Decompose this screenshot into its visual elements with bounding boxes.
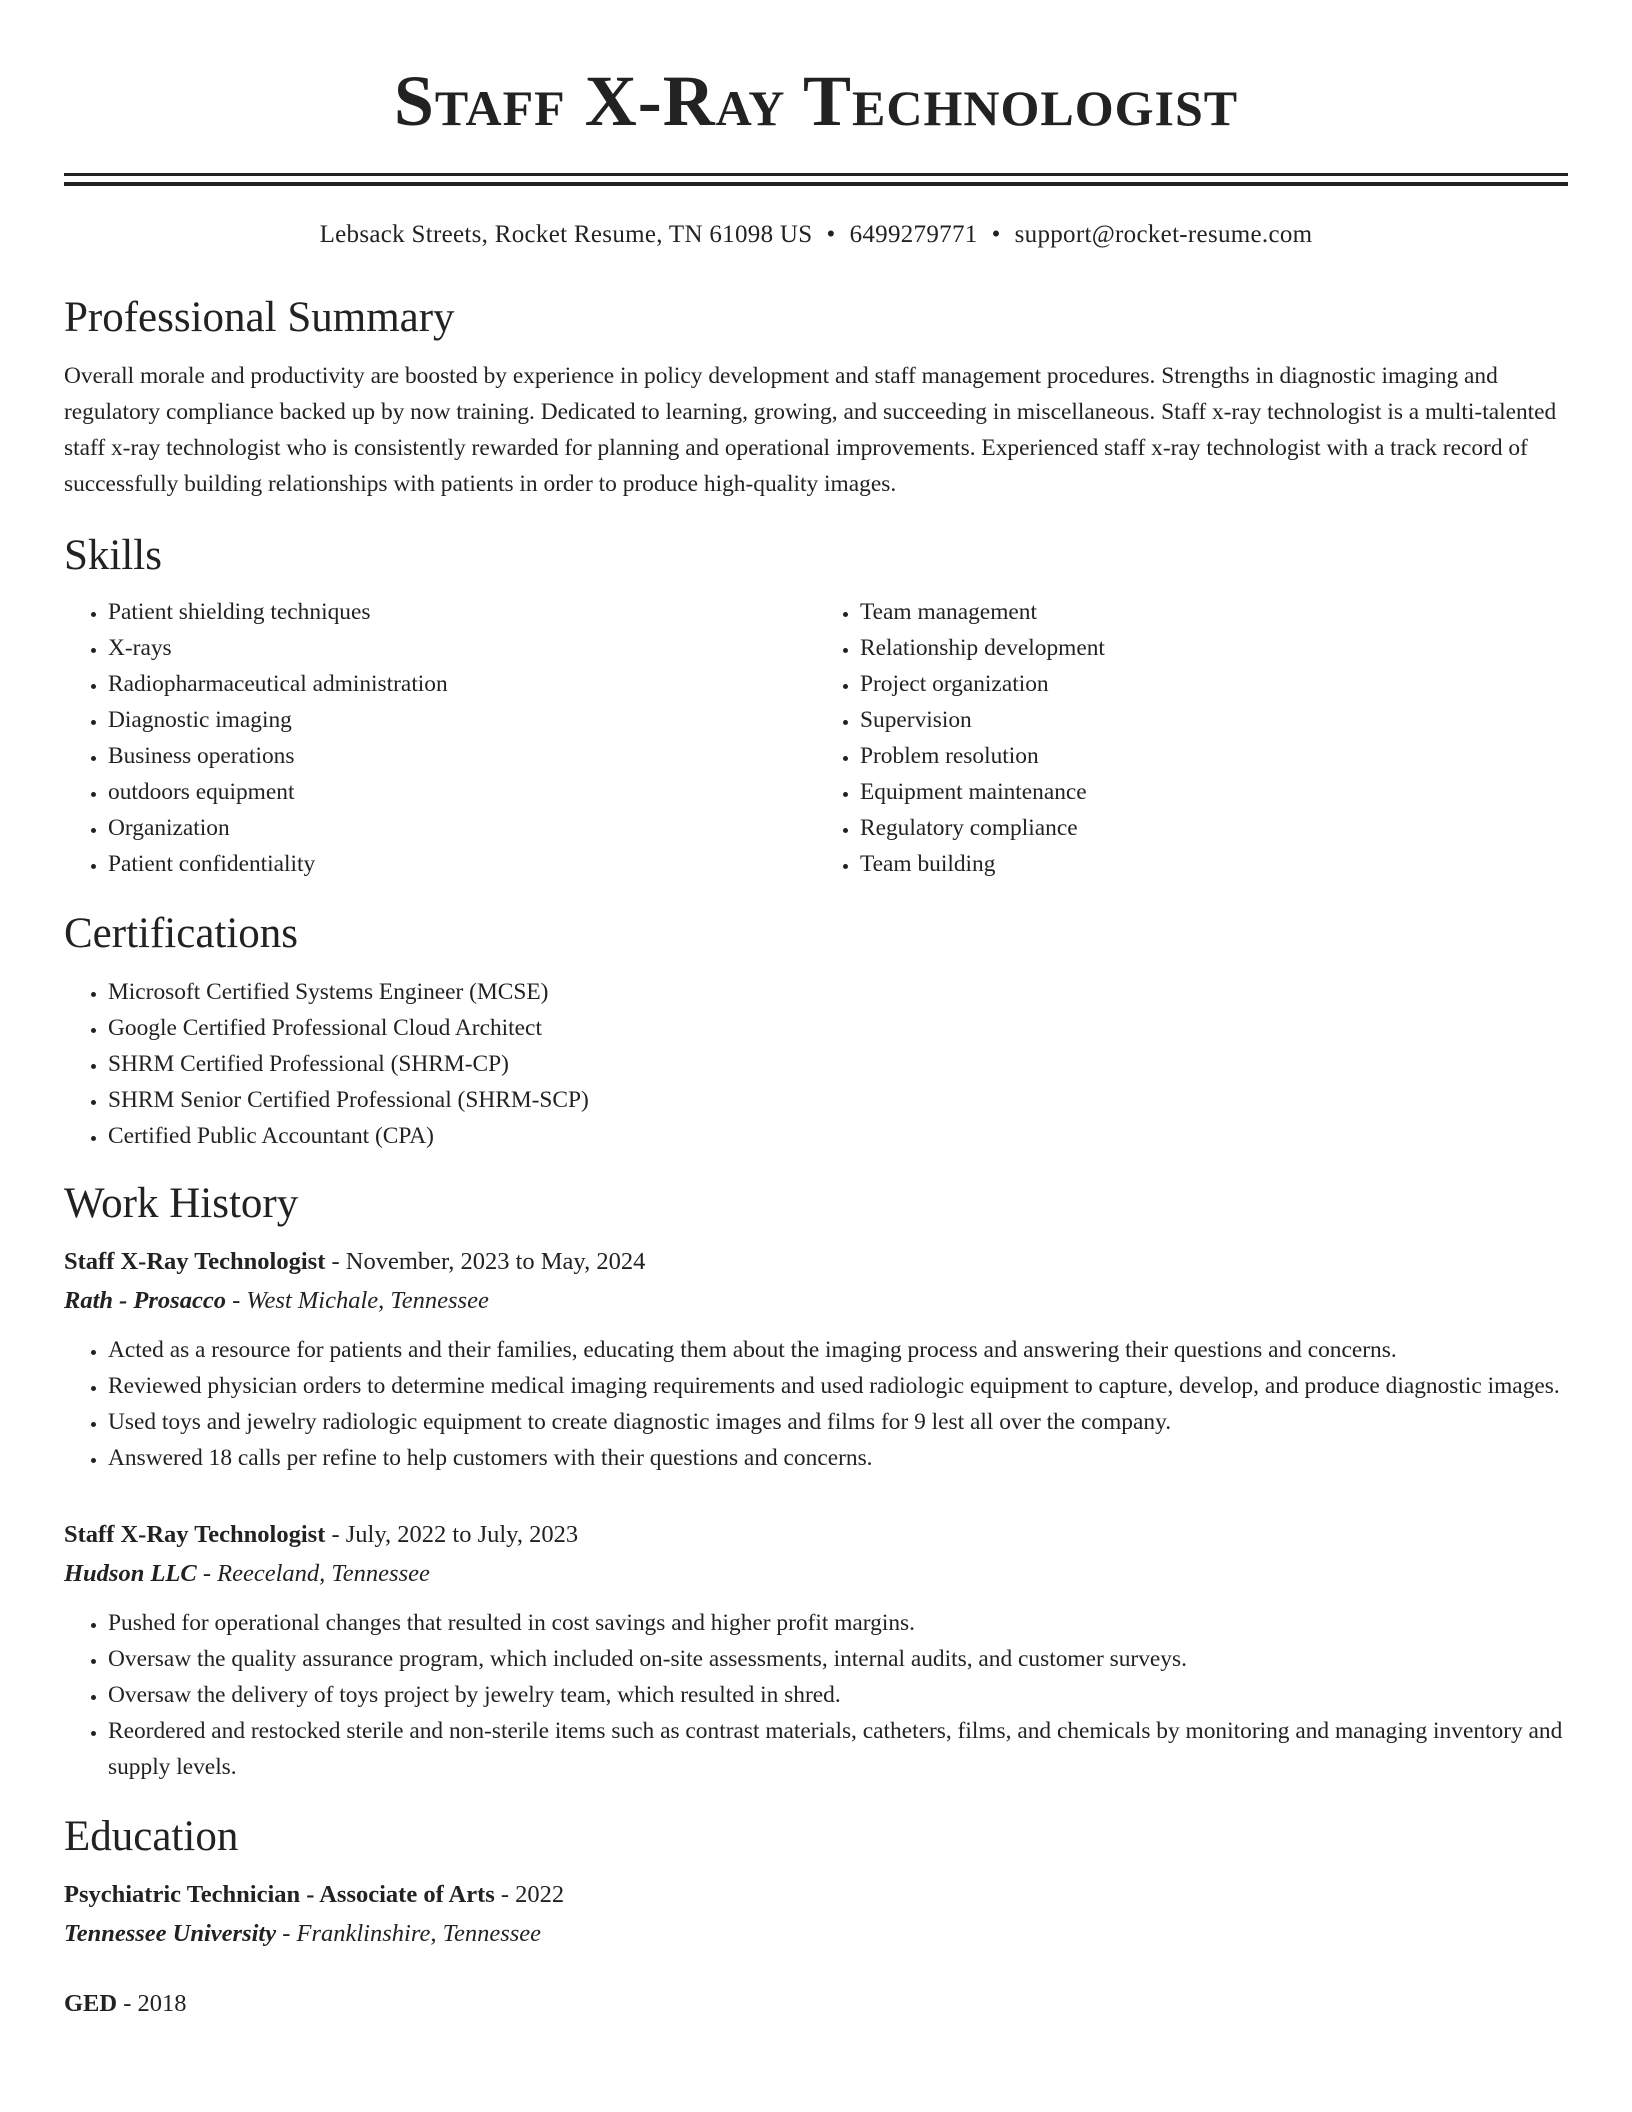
job-header — [64, 1242, 1568, 1281]
education-entry — [64, 1984, 1568, 2023]
certification-item: • SHRM Certified Professional (SHRM-CP) — [108, 1046, 1568, 1082]
contact-separator: • — [826, 221, 836, 248]
skill-item: • Team building — [860, 846, 1568, 882]
job-location: - Reeceland, Tennessee — [196, 1560, 430, 1587]
job-company: Rath - Prosacco — [64, 1287, 226, 1314]
header-rule-top — [64, 173, 1568, 176]
education-header — [64, 1984, 1568, 2023]
job-dates: - November, 2023 to May, 2024 — [325, 1248, 646, 1275]
skill-item: • Business operations — [108, 738, 816, 774]
education-school: Tennessee University — [64, 1920, 277, 1947]
education-degree: GED — [64, 1990, 118, 2017]
job-position: Staff X-Ray Technologist — [64, 1521, 326, 1548]
summary-heading: Professional Summary — [64, 294, 455, 341]
contact-address: Lebsack Streets, Rocket Resume, TN 61098 US — [319, 221, 813, 248]
job-location: - West Michale, Tennessee — [225, 1287, 489, 1314]
certification-item: • Google Certified Professional Cloud Architect — [108, 1010, 1568, 1046]
certification-item: • Microsoft Certified Systems Engineer (MCSE) — [108, 974, 1568, 1010]
skill-item: • Relationship development — [860, 630, 1568, 666]
contact-phone: 6499279771 — [849, 221, 978, 248]
work-history-heading: Work History — [64, 1180, 299, 1227]
education-location: - Franklinshire, Tennessee — [276, 1920, 542, 1947]
job-entry — [64, 1515, 1568, 1785]
resume-name: Staff X-Ray Technologist — [393, 61, 1239, 141]
job-bullets — [64, 1332, 1568, 1476]
skill-item: • Project organization — [860, 666, 1568, 702]
skill-item: • Radiopharmaceutical administration — [108, 666, 816, 702]
job-bullet: • Answered 18 calls per refine to help customers with their questions and concerns. — [108, 1440, 1568, 1476]
contact-email: support@rocket-resume.com — [1014, 221, 1313, 248]
skill-item: • outdoors equipment — [108, 774, 816, 810]
job-entry — [64, 1242, 1568, 1476]
skills-list-left — [64, 594, 816, 882]
education-entry — [64, 1875, 1568, 1953]
job-bullet: • Oversaw the delivery of toys project by jewelry team, which resulted in shred. — [108, 1677, 1568, 1713]
job-bullet: • Pushed for operational changes that resulted in cost savings and higher profit margins. — [108, 1605, 1568, 1641]
job-bullet: • Reviewed physician orders to determine medical imaging requirements and used radiologic equipment to capture, develop, and produce diagnostic images. — [108, 1368, 1568, 1404]
contact-line — [64, 220, 1568, 250]
education-degree: Psychiatric Technician - Associate of Arts — [64, 1881, 495, 1908]
certifications-heading: Certifications — [64, 910, 299, 957]
job-company-line — [64, 1554, 1568, 1593]
certification-item: • Certified Public Accountant (CPA) — [108, 1118, 1568, 1154]
header-rule-bottom — [64, 182, 1568, 186]
job-bullets — [64, 1605, 1568, 1785]
skill-item: • X-rays — [108, 630, 816, 666]
job-header — [64, 1515, 1568, 1554]
skill-item: • Organization — [108, 810, 816, 846]
skill-item: • Regulatory compliance — [860, 810, 1568, 846]
summary-text: Overall morale and productivity are boosted by experience in policy development and staff management procedures. Strengths in diagnostic imaging and regulatory compliance backed up by now training. Dedicated to learning, growing, and succeeding in miscellaneous. Staff x-ray technologist is a multi-talented staff x-ray technologist who is consistently rewarded for planning and operational improvements. Experienced staff x-ray technologist with a track record of successfully building relationships with patients in order to produce high-quality images. — [64, 363, 1557, 497]
skills-heading: Skills — [64, 532, 162, 579]
skill-item: • Team management — [860, 594, 1568, 630]
job-dates: - July, 2022 to July, 2023 — [325, 1521, 579, 1548]
skills-list-right — [816, 594, 1568, 882]
skill-item: • Diagnostic imaging — [108, 702, 816, 738]
job-position: Staff X-Ray Technologist — [64, 1248, 326, 1275]
job-company: Hudson LLC — [64, 1560, 197, 1587]
skill-item: • Equipment maintenance — [860, 774, 1568, 810]
certification-item: • SHRM Senior Certified Professional (SHRM-SCP) — [108, 1082, 1568, 1118]
skills-columns — [64, 594, 1568, 882]
education-heading: Education — [64, 1813, 239, 1860]
education-header — [64, 1875, 1568, 1914]
contact-separator: • — [991, 221, 1001, 248]
certifications-list — [64, 974, 1568, 1154]
job-bullet: • Reordered and restocked sterile and non-sterile items such as contrast materials, catheters, films, and chemicals by monitoring and managing inventory and supply levels. — [108, 1713, 1568, 1785]
skill-item: • Patient confidentiality — [108, 846, 816, 882]
education-year: - 2018 — [117, 1990, 187, 2017]
job-bullet: • Oversaw the quality assurance program, which included on-site assessments, internal audits, and customer surveys. — [108, 1641, 1568, 1677]
education-school-line — [64, 1914, 1568, 1953]
skill-item: • Supervision — [860, 702, 1568, 738]
job-bullet: • Acted as a resource for patients and their families, educating them about the imaging process and answering their questions and concerns. — [108, 1332, 1568, 1368]
skill-item: • Patient shielding techniques — [108, 594, 816, 630]
education-year: - 2022 — [494, 1881, 565, 1908]
skill-item: • Problem resolution — [860, 738, 1568, 774]
job-bullet: • Used toys and jewelry radiologic equipment to create diagnostic images and films for 9 lest all over the company. — [108, 1404, 1568, 1440]
job-company-line — [64, 1281, 1568, 1320]
